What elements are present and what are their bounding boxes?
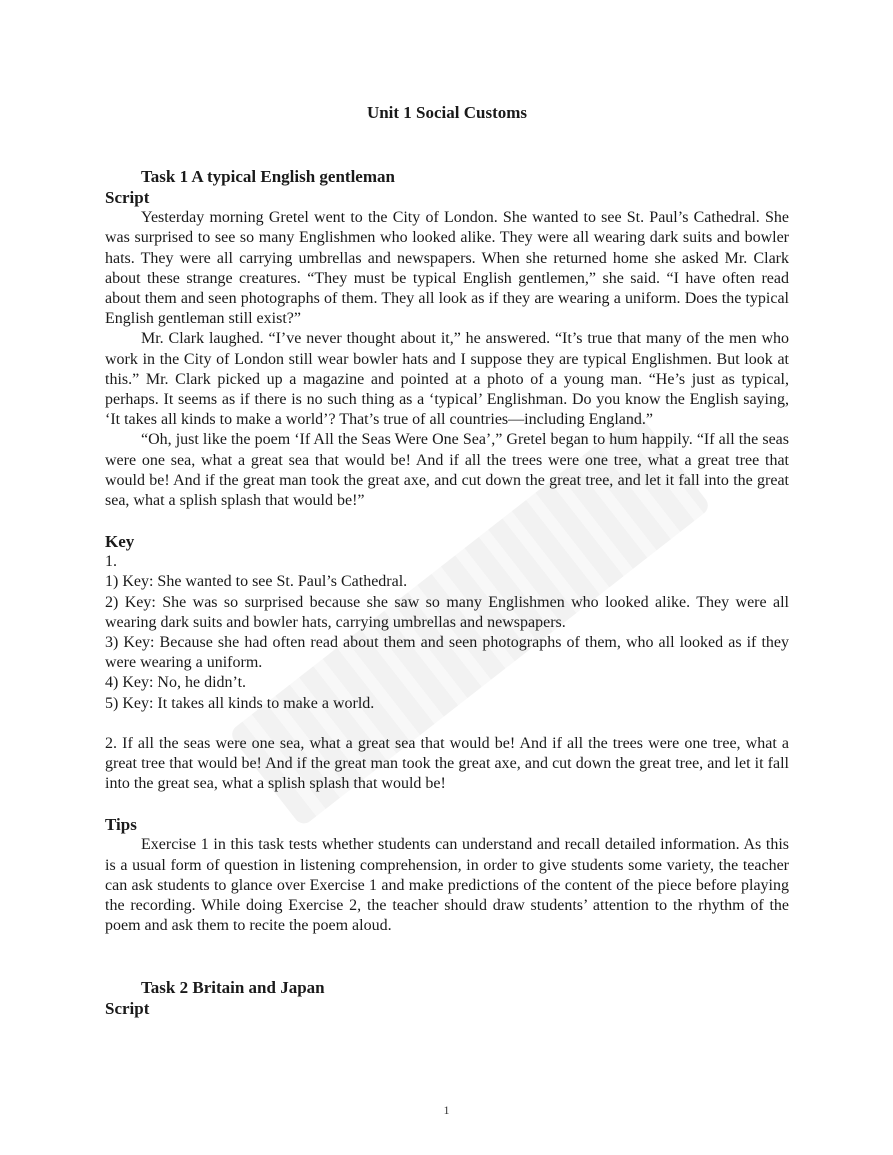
- task2-script-heading: Script: [105, 998, 150, 1018]
- tips-heading: Tips: [105, 815, 137, 835]
- key-item-4: 4) Key: No, he didn’t.: [105, 674, 247, 692]
- key-item-2: 2) Key: She was so surprised because she saw so many Englishmen who looked alike. They were all wearing dark suits and bowler hats, carrying umbrellas and newspapers.: [105, 593, 789, 631]
- task1-title: Task 1 A typical English gentleman: [141, 167, 395, 187]
- page-number: 1: [443, 1103, 450, 1117]
- key-number-1: 1.: [105, 553, 117, 571]
- page-content: [105, 103, 789, 1019]
- spacer: [105, 714, 789, 734]
- tips-paragraph: Exercise 1 in this task tests whether students can understand and recall detailed information. As this is a usual form of question in listening comprehension, in order to give students some variety, the teacher can ask students to glance over Exercise 1 and make predictions of the content of the piece before playing the recording. While doing Exercise 2, the teacher should draw students’ attention to the rhythm of the poem and ask them to recite the poem aloud.: [105, 836, 789, 935]
- key-item-1: 1) Key: She wanted to see St. Paul’s Cathedral.: [105, 573, 408, 591]
- script-paragraph-1: Yesterday morning Gretel went to the City of London. She wanted to see St. Paul’s Cathedral. She was surprised to see so many Englishmen who looked alike. They were all wearing dark suits and bowler hats. They were all carrying umbrellas and newspapers. When she returned home she asked Mr. Clark about these strange creatures. “They must be typical English gentlemen,” she said. “I have often read about them and seen photographs of them. They all look as if they are wearing a uniform. Does the typical English gentleman still exist?”: [105, 209, 789, 328]
- task1-script-heading: Script: [105, 188, 150, 208]
- key-heading: Key: [105, 532, 135, 552]
- key-item-3: 3) Key: Because she had often read about them and seen photographs of them, who all looked as if they were wearing a uniform.: [105, 634, 789, 672]
- key-item-5: 5) Key: It takes all kinds to make a world.: [105, 694, 375, 712]
- script-paragraph-3: “Oh, just like the poem ‘If All the Seas Were One Sea’,” Gretel began to hum happily. “If all the seas were one sea, what a great sea that would be! And if all the trees were one tree, what a great tree that would be! And if the great man took the great axe, and cut down the great tree, and let it fall into the great sea, what a splish splash that would be!”: [105, 431, 789, 510]
- key-2-answer: 2. If all the seas were one sea, what a great sea that would be! And if all the trees were one tree, what a great tree that would be! And if the great man took the great axe, and cut down the great tree, and let it fall into the great sea, what a splish splash that would be!: [105, 734, 789, 793]
- unit-title: Unit 1 Social Customs: [366, 103, 528, 122]
- task2-title: Task 2 Britain and Japan: [141, 977, 325, 997]
- script-paragraph-2: Mr. Clark laughed. “I’ve never thought about it,” he answered. “It’s true that many of the men who work in the City of London still wear bowler hats and I suppose they are typical Englishmen. But look at this.” Mr. Clark picked up a magazine and pointed at a photo of a young man. “He’s just as typical, perhaps. It seems as if there is no such thing as a ‘typical’ Englishman. Do you know the English saying, ‘It takes all kinds to make a world’? That’s true of all countries—including England.”: [105, 330, 789, 429]
